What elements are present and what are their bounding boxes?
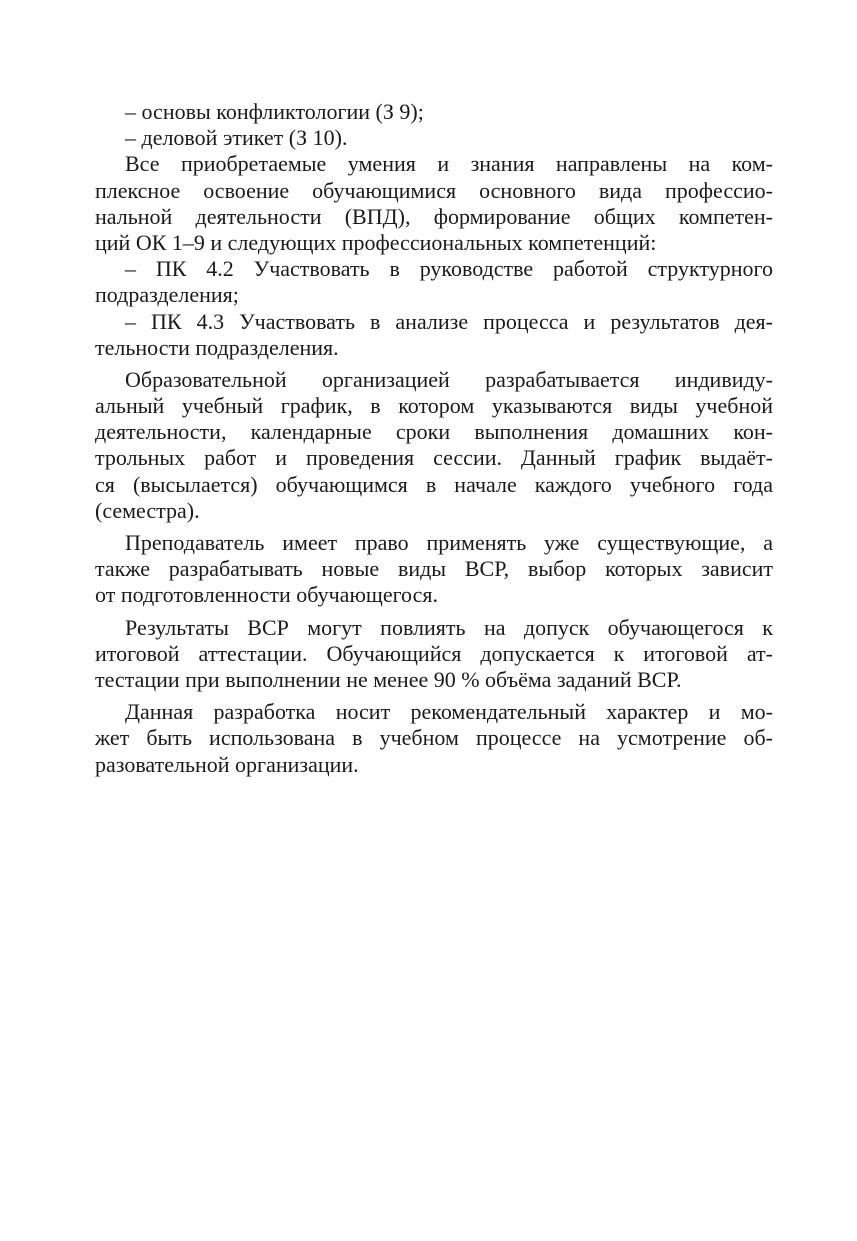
text-line: разовательной организации. (95, 751, 359, 777)
text-line: ся (высылается) обучающимся в начале каждого учебного года (95, 471, 773, 497)
text-line: также разрабатывать новые виды ВСР, выбор которых зависит (95, 556, 773, 582)
text-line: Преподаватель имеет право применять уже существующие, а (125, 530, 773, 555)
item-pk43 (95, 309, 773, 361)
text-line: подразделения; (95, 282, 239, 308)
document-page (95, 99, 773, 778)
para-teacher (95, 530, 773, 609)
text-line: плексное освоение обучающимися основного вида профессио- (95, 177, 773, 203)
text-line: трольных работ и проведения сессии. Данный график выдаёт- (95, 445, 773, 471)
text-line: тестации при выполнении не менее 90 % объёма заданий ВСР. (95, 666, 682, 692)
text-line: – ПК 4.2 Участвовать в руководстве работой структурного (125, 256, 773, 282)
text-line: – деловой этикет (З 10). (125, 125, 348, 151)
para-skills (95, 151, 773, 256)
text-line: альный учебный график, в котором указываются виды учебной (95, 393, 773, 419)
text-line: Данная разработка носит рекомендательный характер и мо- (125, 699, 773, 725)
text-line: Все приобретаемые умения и знания направлены на ком- (125, 151, 773, 177)
text-line: нальной деятельности (ВПД), формирование общих компетен- (95, 203, 773, 229)
text-line: Образовательной организацией разрабатывается индивиду- (125, 366, 773, 392)
text-line: Результаты ВСР могут повлиять на допуск обучающегося к (125, 614, 773, 640)
item-pk42 (95, 256, 773, 308)
text-line: ций ОК 1–9 и следующих профессиональных компетенций: (95, 229, 657, 255)
para-recommend (95, 699, 773, 778)
text-line: от подготовленности обучающегося. (95, 582, 438, 608)
text-line: – основы конфликтологии (З 9); (125, 99, 424, 124)
para-results (95, 615, 773, 694)
para-schedule (95, 367, 773, 524)
item-z9 (95, 99, 773, 125)
text-line: тельности подразделения. (95, 334, 339, 360)
item-z10 (95, 125, 773, 151)
text-line: итоговой аттестации. Обучающийся допускается к итоговой ат- (95, 640, 773, 666)
text-line: (семестра). (95, 497, 200, 523)
text-line: деятельности, календарные сроки выполнения домашних кон- (95, 419, 773, 445)
text-line: жет быть использована в учебном процессе на усмотрение об- (95, 725, 773, 751)
text-line: – ПК 4.3 Участвовать в анализе процесса и результатов дея- (125, 308, 773, 334)
